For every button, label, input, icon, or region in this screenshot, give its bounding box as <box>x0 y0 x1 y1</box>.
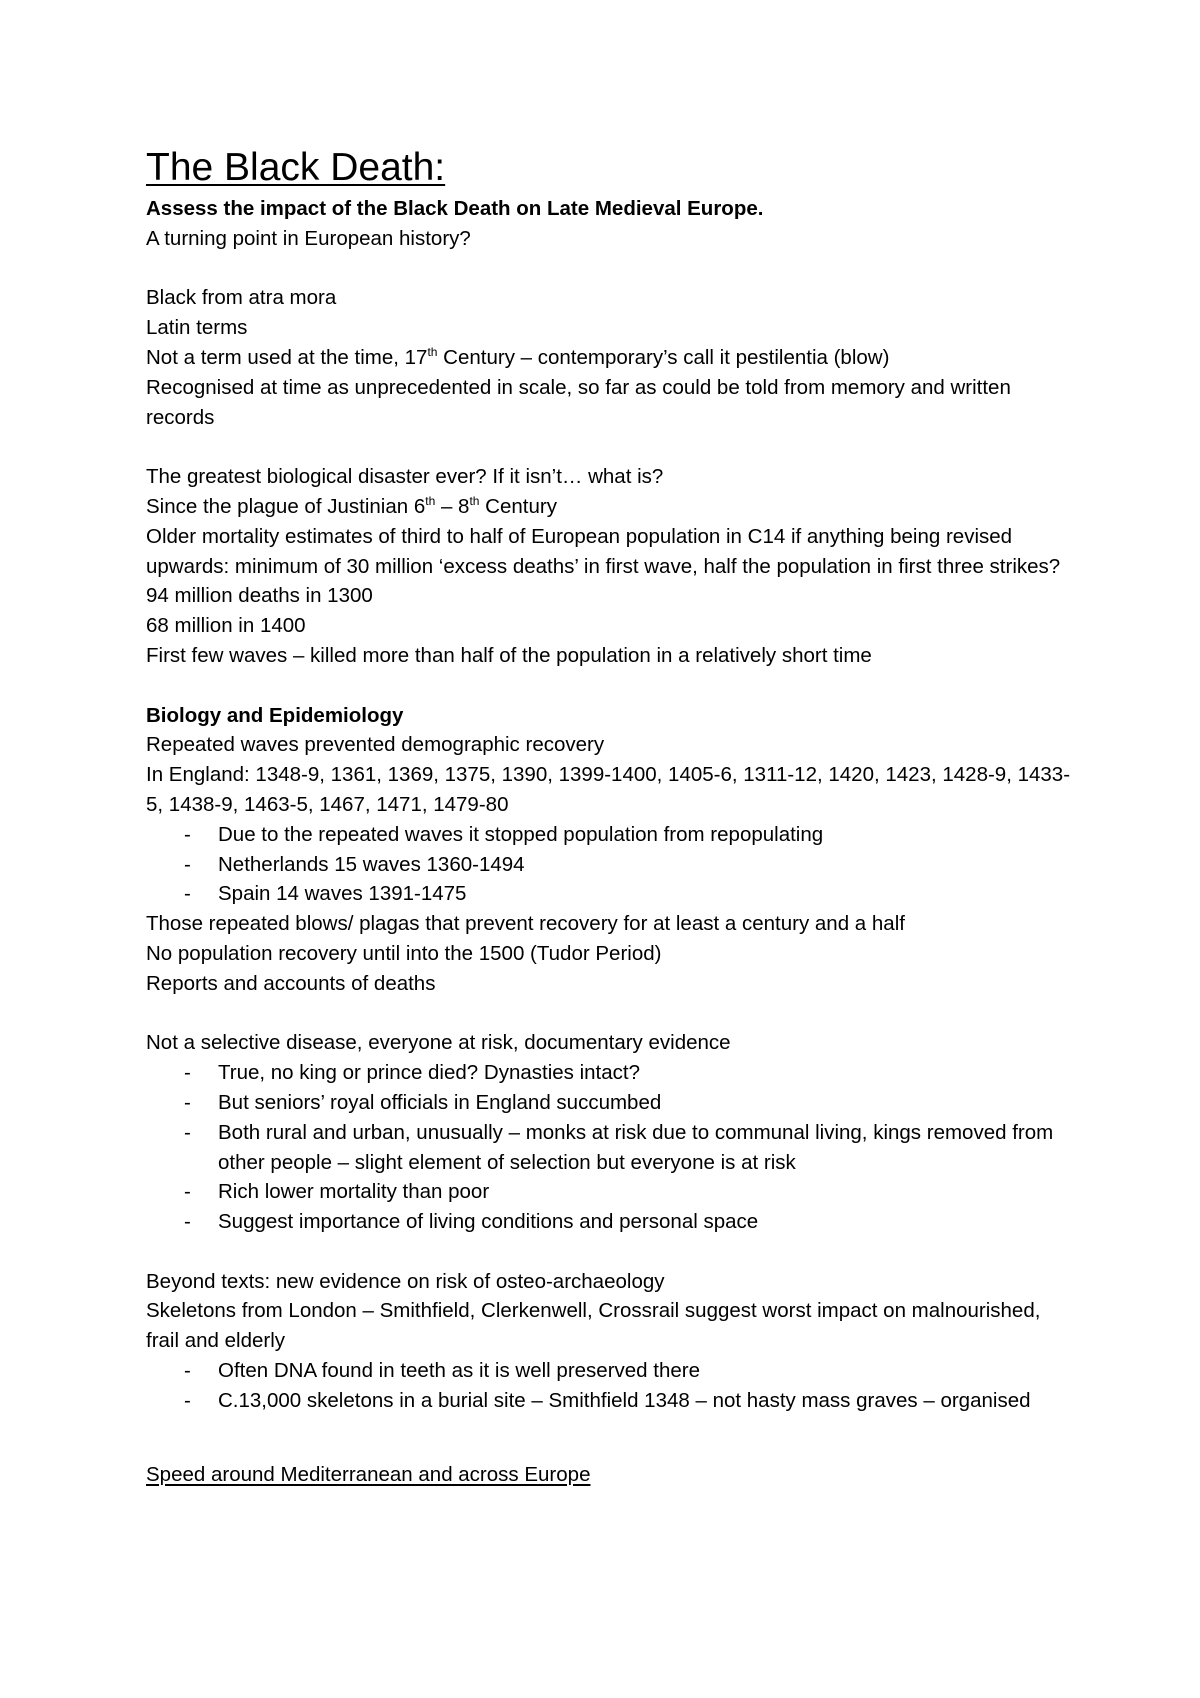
blank-line <box>146 1416 1076 1460</box>
list-item: - Rich lower mortality than poor <box>146 1177 1076 1207</box>
bullet-list <box>146 1058 1076 1237</box>
essay-question: Assess the impact of the Black Death on Late Medieval Europe. <box>146 197 764 220</box>
essay-subquestion: A turning point in European history? <box>146 226 471 250</box>
document-title: The Black Death: <box>146 146 446 189</box>
list-item: - Often DNA found in teeth as it is well preserved there <box>146 1356 1076 1386</box>
text-line: First few waves – killed more than half of the population in a relatively short time <box>146 643 872 667</box>
superscript: th <box>427 345 438 360</box>
text-line: Black from atra mora <box>146 286 337 310</box>
text-run: Since the plague of Justinian 6 <box>146 494 426 518</box>
text-line: 94 million deaths in 1300 <box>146 584 373 608</box>
blank-line <box>146 999 1076 1029</box>
list-item: - Due to the repeated waves it stopped population from repopulating <box>146 820 1076 850</box>
list-item: - Spain 14 waves 1391-1475 <box>146 879 1076 909</box>
section-heading: Speed around Mediterranean and across Europe <box>146 1462 591 1486</box>
list-item: - True, no king or prince died? Dynasties intact? <box>146 1058 1076 1088</box>
superscript: th <box>425 494 436 509</box>
bullet-list <box>146 820 1076 909</box>
section-heading: Biology and Epidemiology <box>146 703 404 727</box>
text-line: Not a selective disease, everyone at risk, documentary evidence <box>146 1031 731 1055</box>
text-line: 68 million in 1400 <box>146 614 306 638</box>
skeletons-paragraph: Skeletons from London – Smithfield, Clerkenwell, Crossrail suggest worst impact on malnourished, frail and elderly <box>146 1299 1041 1353</box>
recognised-paragraph: Recognised at time as unprecedented in scale, so far as could be told from memory and written records <box>146 375 1011 429</box>
list-item: - Netherlands 15 waves 1360-1494 <box>146 850 1076 880</box>
list-item: - C.13,000 skeletons in a burial site – Smithfield 1348 – not hasty mass graves – organised <box>146 1386 1076 1416</box>
bullet-list <box>146 1356 1076 1416</box>
blank-line <box>146 432 1076 462</box>
list-item: - Suggest importance of living conditions and personal space <box>146 1207 1076 1237</box>
text-line: Beyond texts: new evidence on risk of osteo-archaeology <box>146 1269 665 1293</box>
text-run: – 8 <box>435 494 470 518</box>
text-line: Latin terms <box>146 316 248 340</box>
list-item: - But seniors’ royal officials in England succumbed <box>146 1088 1076 1118</box>
text-run: Not a term used at the time, 17 <box>146 345 428 369</box>
text-run: Century – contemporary’s call it pestilentia (blow) <box>437 345 890 369</box>
text-line: The greatest biological disaster ever? If it isn’t… what is? <box>146 465 664 489</box>
blank-line <box>146 1237 1076 1267</box>
blank-line <box>146 254 1076 284</box>
list-item: - Both rural and urban, unusually – monks at risk due to communal living, kings removed from other people – slight element of selection but everyone is at risk <box>146 1118 1076 1178</box>
text-line: Repeated waves prevented demographic recovery <box>146 733 605 757</box>
england-waves-paragraph: In England: 1348-9, 1361, 1369, 1375, 1390, 1399-1400, 1405-6, 1311-12, 1420, 1423, 1428-9, 1433-5, 1438-9, 1463-5, 1467, 1471, 1479-80 <box>146 763 1071 816</box>
text-line: Those repeated blows/ plagas that prevent recovery for at least a century and a half <box>146 912 905 936</box>
text-line: Reports and accounts of deaths <box>146 971 436 995</box>
text-line: No population recovery until into the 1500 (Tudor Period) <box>146 941 662 965</box>
superscript: th <box>469 494 480 509</box>
justinian-line <box>146 492 1076 522</box>
mortality-paragraph: Older mortality estimates of third to half of European population in C14 if anything being revised upwards: minimum of 30 million ‘excess deaths’ in first wave, half the population in first three strikes? <box>146 524 1061 578</box>
term-line <box>146 343 1076 373</box>
document-body <box>146 144 1076 1489</box>
blank-line <box>146 671 1076 701</box>
text-run: Century <box>479 494 557 518</box>
